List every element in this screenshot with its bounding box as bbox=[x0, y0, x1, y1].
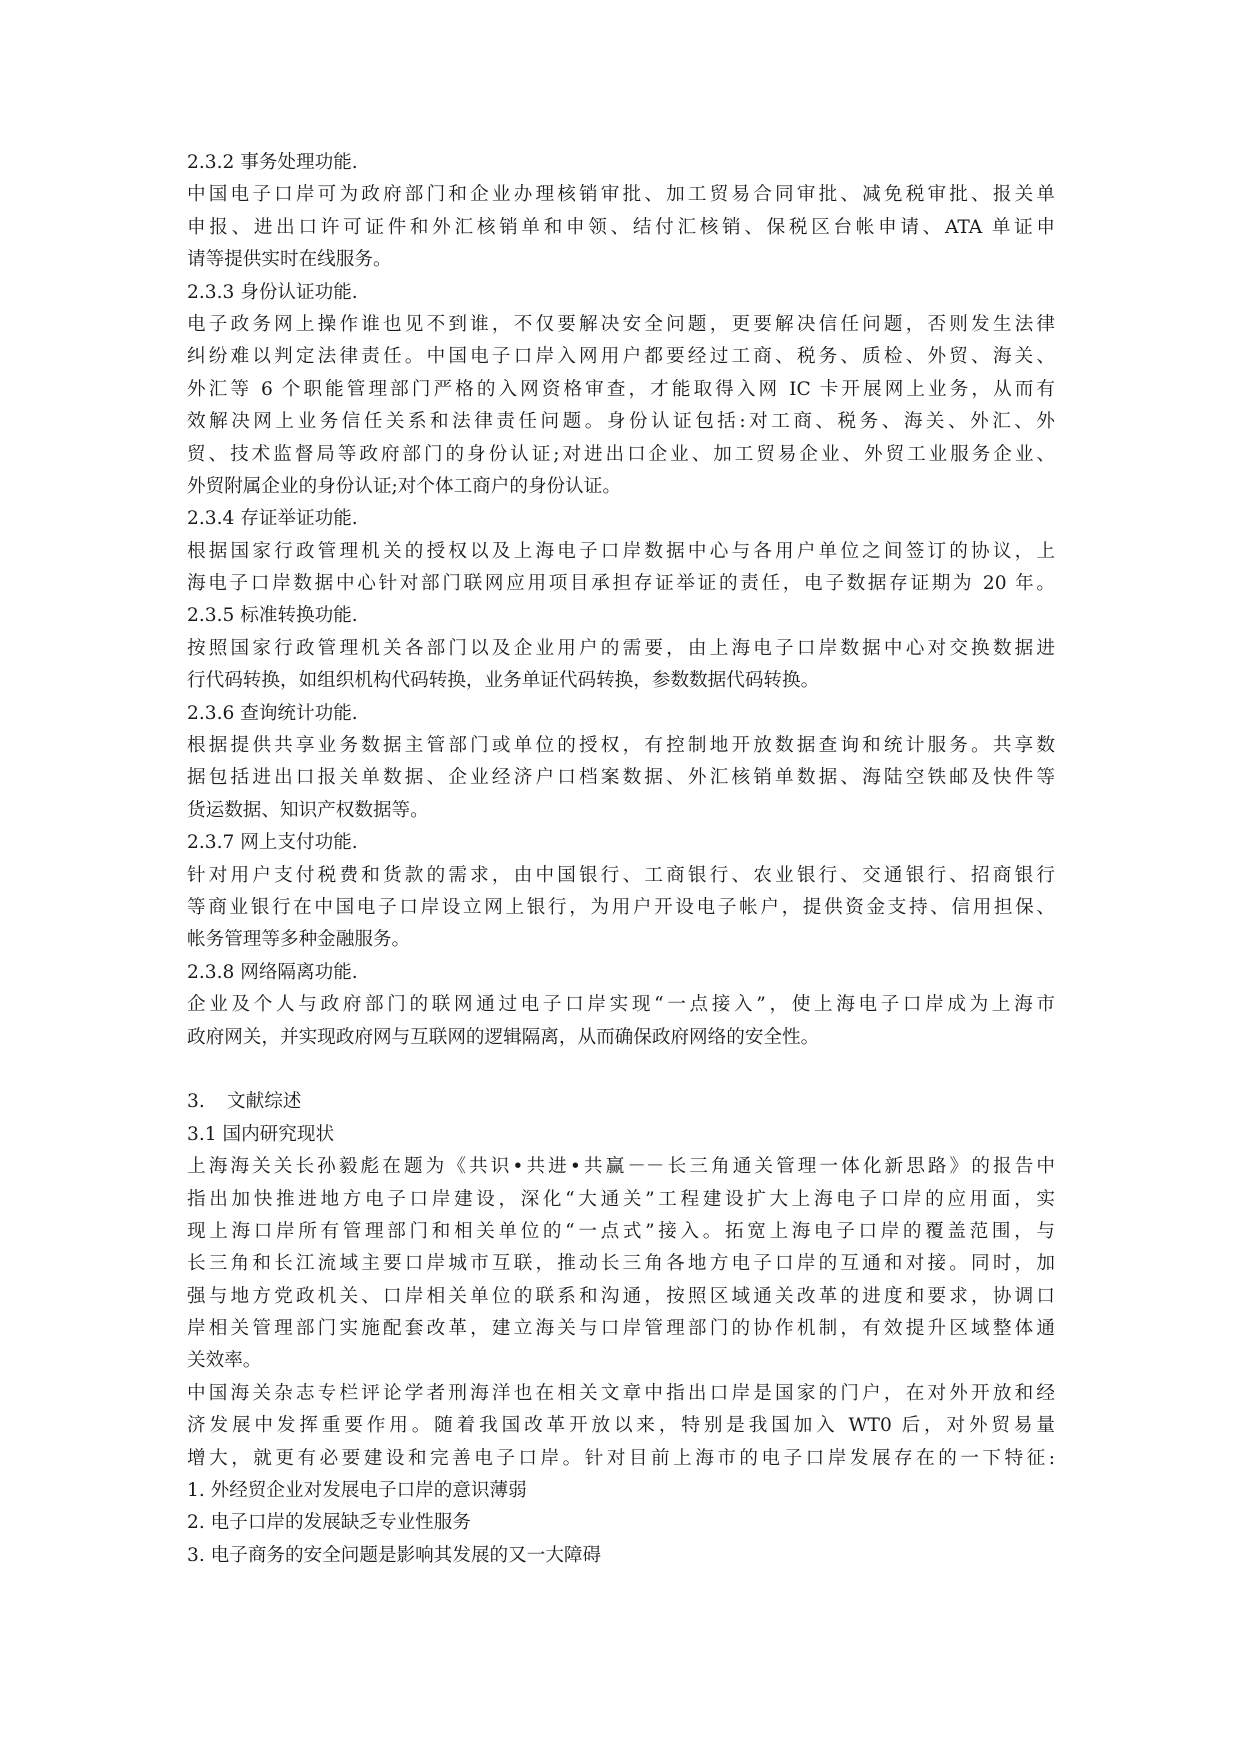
heading-2-3-5: 2.3.5 标准转换功能. bbox=[187, 605, 358, 627]
heading-3-1: 3.1 国内研究现状 bbox=[187, 1123, 335, 1145]
text-line: 根据提供共享业务数据主管部门或单位的授权，有控制地开放数据查询和统计服务。共享数 bbox=[187, 735, 1055, 757]
paragraph-3-1-b bbox=[187, 1378, 1055, 1475]
heading-2-3-6: 2.3.6 查询统计功能. bbox=[187, 702, 358, 724]
text-line: 帐务管理等多种金融服务。 bbox=[187, 929, 411, 951]
text-line: 增大，就更有必要建设和完善电子口岸。针对目前上海市的电子口岸发展存在的一下特征: bbox=[187, 1447, 1055, 1469]
paragraph-2-3-5 bbox=[187, 633, 1055, 698]
text-line: 申报、进出口许可证件和外汇核销单和申领、结付汇核销、保税区台帐申请、ATA 单证申 bbox=[187, 216, 1055, 238]
heading-2-3-8: 2.3.8 网络隔离功能. bbox=[187, 961, 358, 983]
list-item-1: 1. 外经贸企业对发展电子口岸的意识薄弱 bbox=[187, 1480, 527, 1502]
text-line: 行代码转换，如组织机构代码转换，业务单证代码转换，参数数据代码转换。 bbox=[187, 670, 820, 692]
heading-2-3-2: 2.3.2 事务处理功能. bbox=[187, 152, 358, 173]
text-line: 政府网关，并实现政府网与互联网的逻辑隔离，从而确保政府网络的安全性。 bbox=[187, 1026, 820, 1048]
list-item-2: 2. 电子口岸的发展缺乏专业性服务 bbox=[187, 1512, 471, 1534]
paragraph-2-3-8 bbox=[187, 989, 1055, 1054]
text-line: 等商业银行在中国电子口岸设立网上银行，为用户开设电子帐户，提供资金支持、信用担保、 bbox=[187, 896, 1055, 918]
text-line: 电子政务网上操作谁也见不到谁，不仅要解决安全问题，更要解决信任问题，否则发生法律 bbox=[187, 313, 1055, 335]
list-item-3: 3. 电子商务的安全问题是影响其发展的又一大障碍 bbox=[187, 1544, 602, 1566]
text-line: 外汇等 6 个职能管理部门严格的入网资格审查，才能取得入网 IC 卡开展网上业务，从而有 bbox=[187, 378, 1055, 400]
text-line: 中国海关杂志专栏评论学者刑海洋也在相关文章中指出口岸是国家的门户，在对外开放和经 bbox=[187, 1382, 1055, 1404]
paragraph-2-3-7 bbox=[187, 860, 1055, 957]
text-line: 强与地方党政机关、口岸相关单位的联系和沟通，按照区域通关改革的进度和要求，协调口 bbox=[187, 1285, 1055, 1307]
text-line: 纠纷难以判定法律责任。中国电子口岸入网用户都要经过工商、税务、质检、外贸、海关、 bbox=[187, 346, 1055, 368]
text-line: 效解决网上业务信任关系和法律责任问题。身份认证包括:对工商、税务、海关、外汇、外 bbox=[187, 411, 1055, 433]
text-line: 按照国家行政管理机关各部门以及企业用户的需要，由上海电子口岸数据中心对交换数据进 bbox=[187, 637, 1055, 659]
heading-2-3-3: 2.3.3 身份认证功能. bbox=[187, 281, 358, 303]
section-3-heading bbox=[187, 1086, 1055, 1118]
section-number: 3. bbox=[187, 1091, 205, 1113]
text-line: 济发展中发挥重要作用。随着我国改革开放以来，特别是我国加入 WT0 后，对外贸易量 bbox=[187, 1415, 1055, 1437]
text-line: 贸、技术监督局等政府部门的身份认证;对进出口企业、加工贸易企业、外贸工业服务企业、 bbox=[187, 443, 1055, 465]
paragraph-3-1-a bbox=[187, 1151, 1055, 1378]
text-line: 外贸附属企业的身份认证;对个体工商户的身份认证。 bbox=[187, 475, 621, 497]
section-title: 文献综述 bbox=[227, 1091, 302, 1113]
text-line: 中国电子口岸可为政府部门和企业办理核销审批、加工贸易合同审批、减免税审批、报关单 bbox=[187, 184, 1055, 206]
paragraph-2-3-2 bbox=[187, 179, 1055, 276]
text-line: 海电子口岸数据中心针对部门联网应用项目承担存证举证的责任，电子数据存证期为 20 年。 bbox=[187, 573, 1055, 595]
text-line: 长三角和长江流域主要口岸城市互联，推动长三角各地方电子口岸的互通和对接。同时，加 bbox=[187, 1253, 1055, 1275]
text-line: 岸相关管理部门实施配套改革，建立海关与口岸管理部门的协作机制，有效提升区域整体通 bbox=[187, 1318, 1055, 1340]
text-line: 货运数据、知识产权数据等。 bbox=[187, 799, 429, 821]
text-line: 企业及个人与政府部门的联网通过电子口岸实现“一点接入”，使上海电子口岸成为上海市 bbox=[187, 994, 1055, 1016]
heading-2-3-4: 2.3.4 存证举证功能. bbox=[187, 508, 358, 530]
document-page bbox=[187, 147, 1055, 1572]
text-line: 根据国家行政管理机关的授权以及上海电子口岸数据中心与各用户单位之间签订的协议，上 bbox=[187, 540, 1055, 562]
text-line: 关效率。 bbox=[187, 1350, 262, 1372]
blank-line bbox=[187, 1054, 1055, 1086]
paragraph-2-3-6 bbox=[187, 730, 1055, 827]
text-line: 请等提供实时在线服务。 bbox=[187, 249, 392, 271]
text-line: 现上海口岸所有管理部门和相关单位的“一点式”接入。拓宽上海电子口岸的覆盖范围，与 bbox=[187, 1220, 1055, 1242]
text-line: 上海海关关长孙毅彪在题为《共识•共进•共赢－－长三角通关管理一体化新思路》的报告中 bbox=[187, 1156, 1055, 1178]
text-line: 针对用户支付税费和货款的需求，由中国银行、工商银行、农业银行、交通银行、招商银行 bbox=[187, 864, 1055, 886]
text-line: 指出加快推进地方电子口岸建设，深化“大通关”工程建设扩大上海电子口岸的应用面，实 bbox=[187, 1188, 1055, 1210]
heading-2-3-7: 2.3.7 网上支付功能. bbox=[187, 832, 358, 854]
text-line: 据包括进出口报关单数据、企业经济户口档案数据、外汇核销单数据、海陆空铁邮及快件等 bbox=[187, 767, 1055, 789]
paragraph-2-3-4 bbox=[187, 536, 1055, 601]
paragraph-2-3-3 bbox=[187, 309, 1055, 503]
